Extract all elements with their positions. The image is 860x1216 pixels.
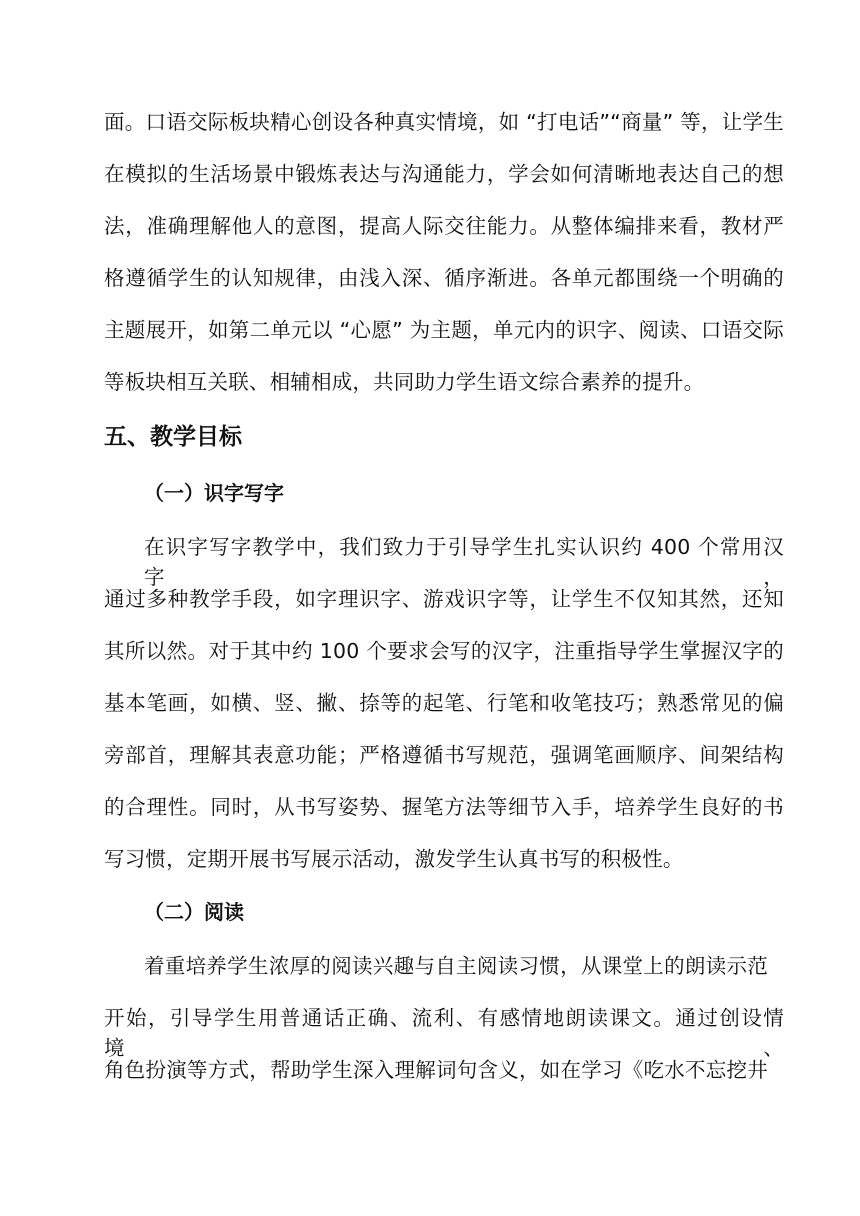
paragraph-line: 角色扮演等方式，帮助学生深入理解词句含义，如在学习《吃水不忘挖井 (104, 1058, 768, 1082)
paragraph-line: 法，准确理解他人的意图，提高人际交往能力。从整体编排来看，教材严 (104, 214, 784, 238)
paragraph-line: 等板块相互关联、相辅相成，共同助力学生语文综合素养的提升。 (104, 370, 705, 394)
paragraph-line: 着重培养学生浓厚的阅读兴趣与自主阅读习惯，从课堂上的朗读示范 (144, 954, 768, 978)
subsection-heading: （一）识字写字 (144, 481, 284, 505)
paragraph-line: 写习惯，定期开展书写展示活动，激发学生认真书写的积极性。 (104, 847, 684, 871)
subsection-heading: （二）阅读 (144, 900, 244, 924)
paragraph-line: 格遵循学生的认知规律，由浅入深、循序渐进。各单元都围绕一个明确的 (104, 266, 784, 290)
paragraph-line: 基本笔画，如横、竖、撇、捺等的起笔、行笔和收笔技巧；熟悉常见的偏 (104, 691, 784, 715)
paragraph-line: 的合理性。同时，从书写姿势、握笔方法等细节入手，培养学生良好的书 (104, 795, 784, 819)
paragraph-line: 通过多种教学手段，如字理识字、游戏识字等，让学生不仅知其然，还知 (104, 587, 784, 611)
paragraph-line: 面。口语交际板块精心创设各种真实情境，如 “打电话”“商量” 等，让学生 (104, 110, 784, 134)
paragraph-line: 开始，引导学生用普通话正确、流利、有感情地朗读课文。通过创设情境、 (104, 1006, 784, 1060)
section-heading: 五、教学目标 (104, 424, 242, 450)
paragraph-line: 旁部首，理解其表意功能；严格遵循书写规范，强调笔画顺序、间架结构 (104, 743, 784, 767)
paragraph-line: 主题展开，如第二单元以 “心愿” 为主题，单元内的识字、阅读、口语交际 (104, 318, 784, 342)
paragraph-line: 在识字写字教学中，我们致力于引导学生扎实认识约 400 个常用汉字， (144, 535, 784, 589)
paragraph-line: 其所以然。对于其中约 100 个要求会写的汉字，注重指导学生掌握汉字的 (104, 639, 784, 663)
paragraph-line: 在模拟的生活场景中锻炼表达与沟通能力，学会如何清晰地表达自己的想 (104, 162, 784, 186)
